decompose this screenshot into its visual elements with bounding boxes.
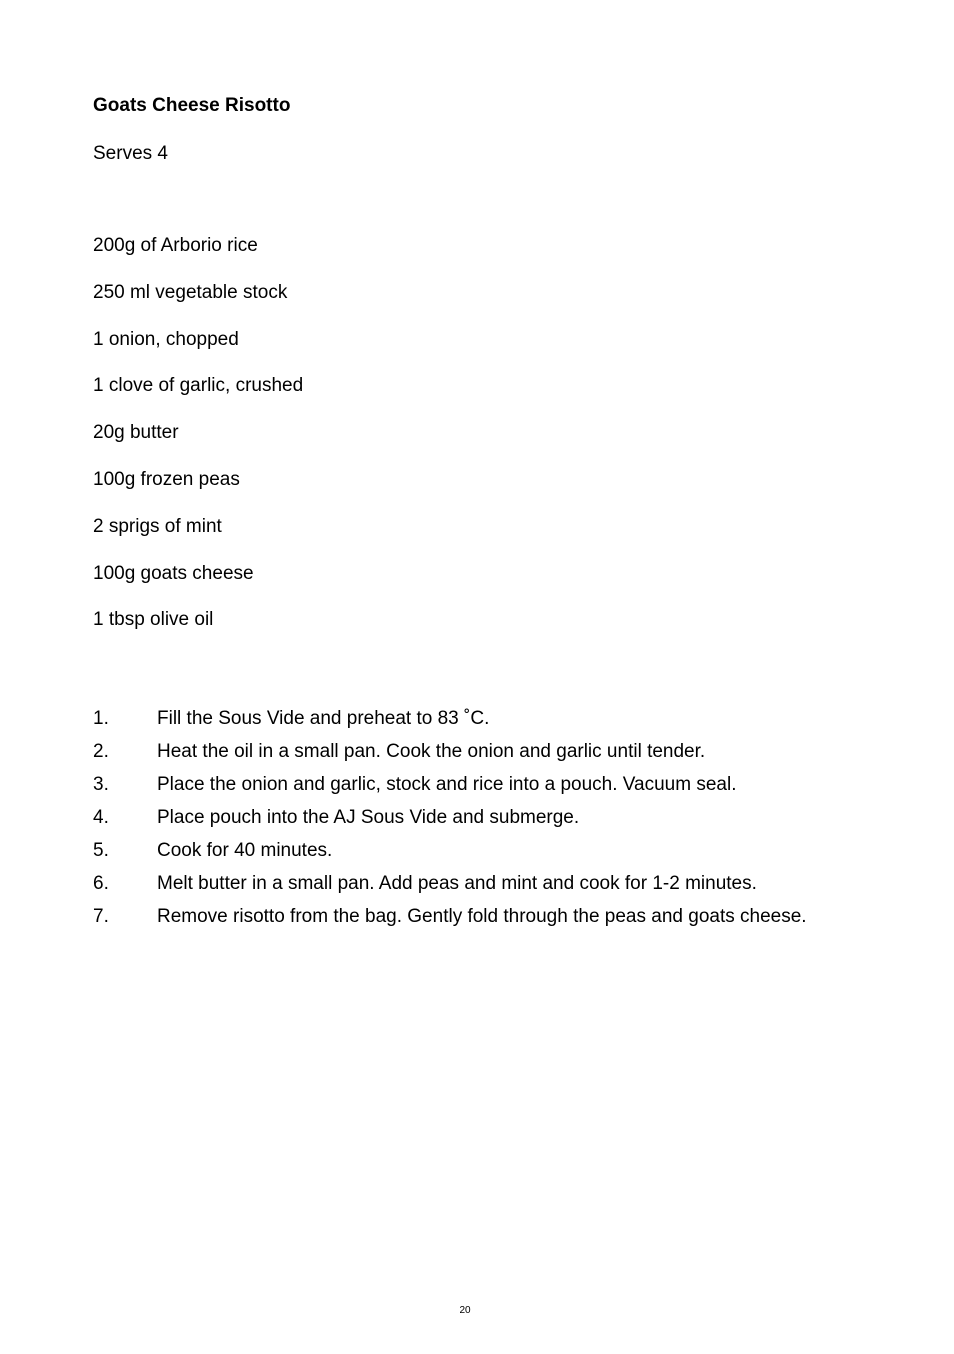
step-number: 1.	[93, 708, 109, 729]
ingredient-item: 100g frozen peas	[93, 468, 240, 490]
step-text: Fill the Sous Vide and preheat to 83 ˚C.	[157, 708, 490, 729]
step-number: 3.	[93, 774, 109, 795]
step-text: Place the onion and garlic, stock and rice into a pouch. Vacuum seal.	[157, 774, 737, 795]
method-step	[93, 834, 853, 867]
ingredient-item: 1 clove of garlic, crushed	[93, 375, 304, 397]
recipe-title: Goats Cheese Risotto	[93, 95, 291, 116]
method-step	[93, 801, 853, 834]
method-steps-list	[93, 702, 853, 933]
ingredient-item: 2 sprigs of mint	[93, 515, 222, 537]
method-step	[93, 768, 853, 801]
step-text: Remove risotto from the bag. Gently fold through the peas and goats cheese.	[157, 906, 807, 927]
ingredient-item: 100g goats cheese	[93, 562, 254, 584]
method-step	[93, 735, 853, 768]
step-number: 6.	[93, 873, 109, 894]
ingredient-item: 200g of Arborio rice	[93, 235, 258, 256]
step-number: 4.	[93, 807, 109, 828]
step-text: Place pouch into the AJ Sous Vide and submerge.	[157, 807, 580, 828]
step-number: 7.	[93, 906, 109, 927]
step-text: Melt butter in a small pan. Add peas and mint and cook for 1-2 minutes.	[157, 873, 757, 894]
serves-count: Serves 4	[93, 143, 168, 164]
method-step	[93, 702, 853, 735]
method-step	[93, 900, 853, 933]
ingredient-item: 1 tbsp olive oil	[93, 609, 214, 631]
step-number: 5.	[93, 840, 109, 861]
page-number: 20	[459, 1305, 471, 1316]
step-text: Heat the oil in a small pan. Cook the onion and garlic until tender.	[157, 741, 706, 762]
ingredient-item: 20g butter	[93, 422, 179, 444]
ingredient-item: 1 onion, chopped	[93, 328, 239, 350]
step-text: Cook for 40 minutes.	[157, 840, 333, 861]
ingredients-list	[93, 234, 303, 655]
method-step	[93, 867, 853, 900]
step-number: 2.	[93, 741, 109, 762]
ingredient-item: 250 ml vegetable stock	[93, 281, 288, 303]
